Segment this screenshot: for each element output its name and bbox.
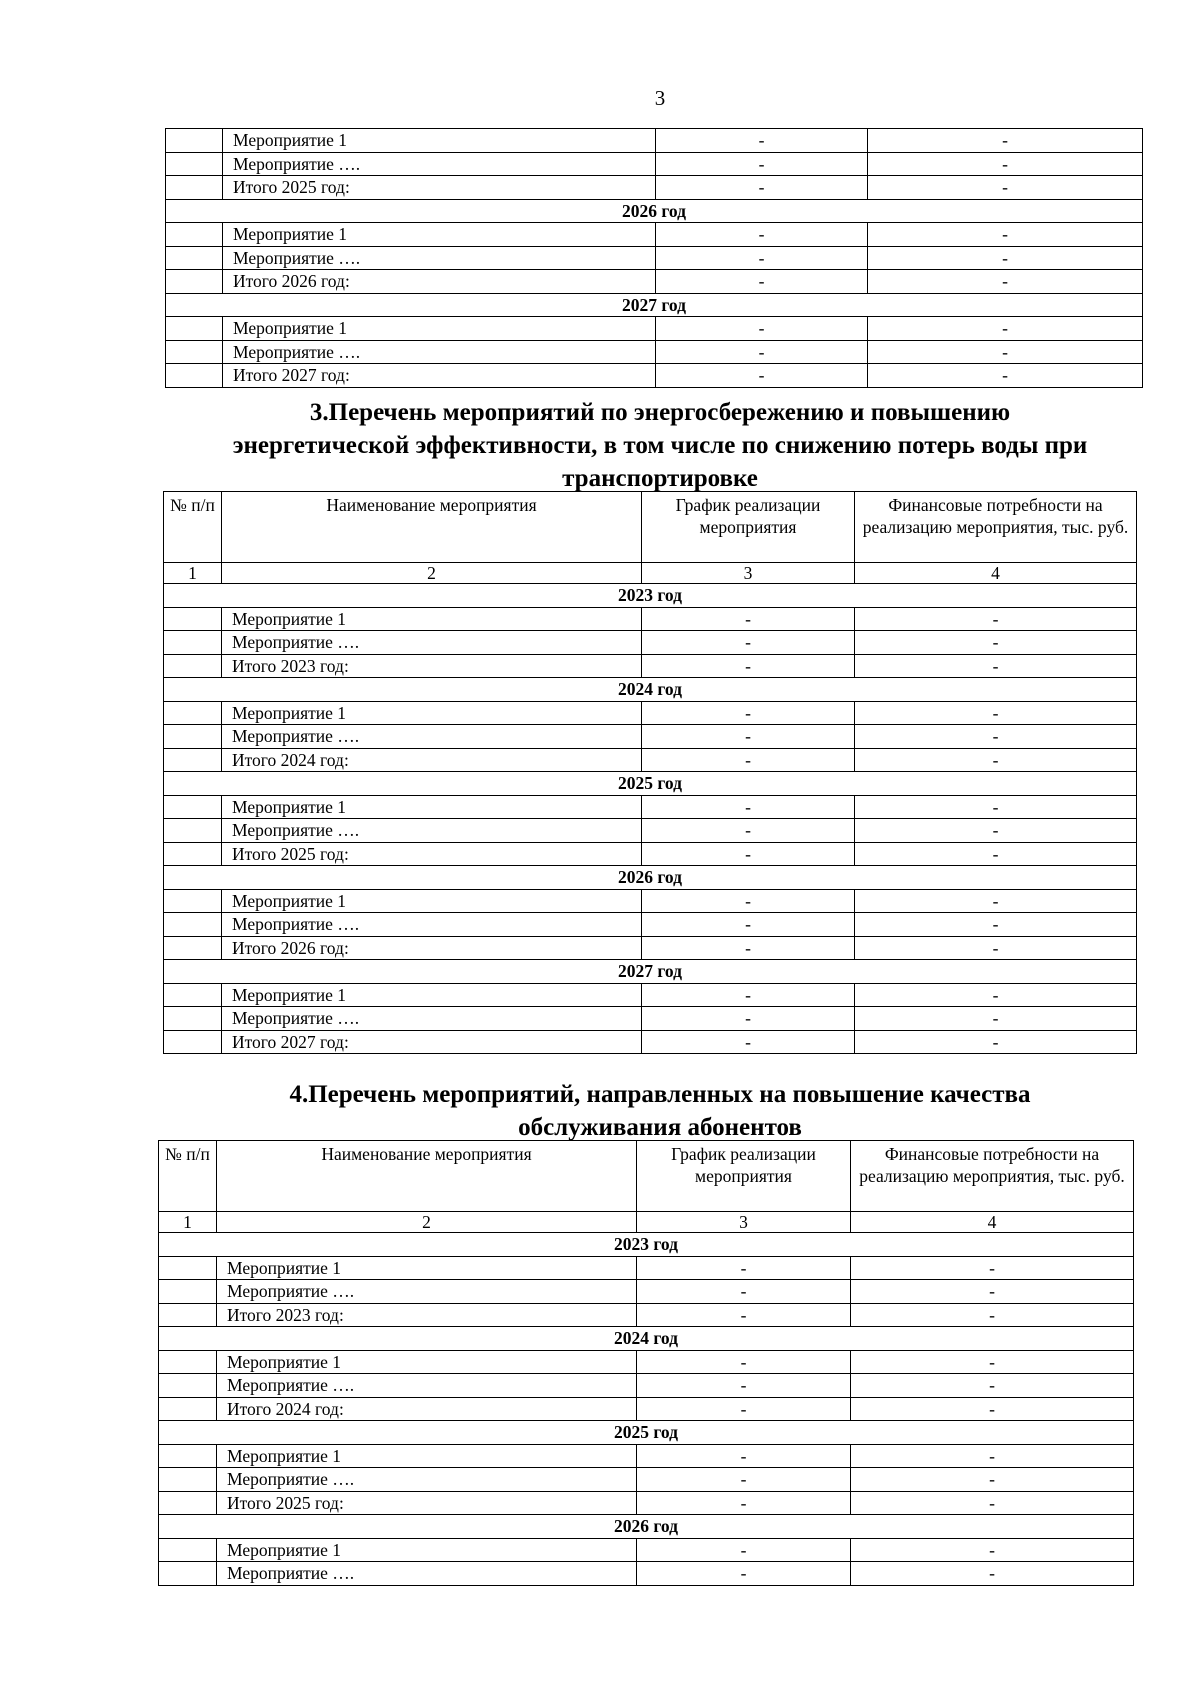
table-row	[166, 270, 1143, 294]
activity-name-cell: Мероприятие 1	[222, 795, 642, 819]
top-table	[165, 128, 1143, 388]
header-name: Наименование мероприятия	[222, 492, 642, 563]
table-row	[164, 819, 1137, 843]
schedule-cell: -	[656, 246, 868, 270]
row-number-cell	[159, 1562, 217, 1586]
schedule-cell: -	[642, 1030, 855, 1054]
year-heading: 2024 год	[159, 1327, 1134, 1351]
schedule-cell: -	[637, 1444, 851, 1468]
row-number-cell	[159, 1444, 217, 1468]
header-finance: Финансовые потребности на реализацию мероприятия, тыс. руб.	[851, 1141, 1134, 1212]
row-number-cell	[164, 631, 222, 655]
schedule-cell: -	[642, 748, 855, 772]
activity-name-cell: Мероприятие 1	[222, 889, 642, 913]
column-number: 1	[164, 563, 222, 584]
table-row	[159, 1256, 1134, 1280]
schedule-cell: -	[637, 1538, 851, 1562]
activity-name-cell: Мероприятие 1	[222, 983, 642, 1007]
schedule-cell: -	[642, 819, 855, 843]
table-row	[159, 1350, 1134, 1374]
activity-name-cell: Мероприятие ….	[217, 1562, 637, 1586]
finance-cell: -	[868, 364, 1143, 388]
activity-name-cell: Итого 2025 год:	[223, 176, 656, 200]
year-row	[166, 199, 1143, 223]
year-heading: 2027 год	[164, 960, 1137, 984]
row-number-cell	[166, 223, 223, 247]
table-row	[159, 1491, 1134, 1515]
finance-cell: -	[868, 270, 1143, 294]
table-row	[166, 223, 1143, 247]
table-row	[164, 1030, 1137, 1054]
table-row	[159, 1397, 1134, 1421]
activity-name-cell: Мероприятие ….	[222, 819, 642, 843]
finance-cell: -	[855, 748, 1137, 772]
table-row	[164, 889, 1137, 913]
row-number-cell	[164, 1007, 222, 1031]
section3-title-line: энергетической эффективности, в том числе по снижению потерь воды при	[232, 432, 1088, 459]
header-num: № п/п	[164, 492, 222, 563]
activity-name-cell: Итого 2026 год:	[223, 270, 656, 294]
schedule-cell: -	[656, 340, 868, 364]
schedule-cell: -	[637, 1280, 851, 1304]
row-number-cell	[159, 1491, 217, 1515]
activity-name-cell: Мероприятие ….	[223, 340, 656, 364]
column-number: 2	[217, 1212, 637, 1233]
schedule-cell: -	[642, 654, 855, 678]
schedule-cell: -	[637, 1491, 851, 1515]
year-heading: 2023 год	[159, 1233, 1134, 1257]
section4-table	[158, 1140, 1134, 1586]
finance-cell: -	[855, 1007, 1137, 1031]
row-number-cell	[164, 983, 222, 1007]
activity-name-cell: Мероприятие ….	[222, 725, 642, 749]
finance-cell: -	[868, 317, 1143, 341]
row-number-cell	[164, 819, 222, 843]
year-heading: 2027 год	[166, 293, 1143, 317]
column-number: 4	[851, 1212, 1134, 1233]
finance-cell: -	[855, 1030, 1137, 1054]
schedule-cell: -	[642, 842, 855, 866]
row-number-cell	[164, 1030, 222, 1054]
year-row	[164, 678, 1137, 702]
year-row	[159, 1233, 1134, 1257]
activity-name-cell: Мероприятие 1	[217, 1350, 637, 1374]
activity-name-cell: Итого 2023 год:	[222, 654, 642, 678]
schedule-cell: -	[642, 983, 855, 1007]
table-row	[164, 607, 1137, 631]
activity-name-cell: Мероприятие ….	[217, 1280, 637, 1304]
table-row	[159, 1374, 1134, 1398]
table-row	[164, 725, 1137, 749]
year-heading: 2025 год	[159, 1421, 1134, 1445]
table-row	[164, 748, 1137, 772]
row-number-cell	[166, 246, 223, 270]
finance-cell: -	[855, 607, 1137, 631]
row-number-cell	[159, 1280, 217, 1304]
row-number-cell	[164, 936, 222, 960]
schedule-cell: -	[656, 317, 868, 341]
finance-cell: -	[855, 701, 1137, 725]
finance-cell: -	[855, 913, 1137, 937]
activity-name-cell: Мероприятие ….	[222, 1007, 642, 1031]
row-number-cell	[159, 1256, 217, 1280]
finance-cell: -	[855, 654, 1137, 678]
table-row	[166, 246, 1143, 270]
finance-cell: -	[851, 1280, 1134, 1304]
activity-name-cell: Мероприятие ….	[217, 1374, 637, 1398]
section3-table-body	[164, 584, 1137, 1054]
activity-name-cell: Мероприятие ….	[217, 1468, 637, 1492]
header-finance: Финансовые потребности на реализацию мероприятия, тыс. руб.	[855, 492, 1137, 563]
row-number-cell	[164, 701, 222, 725]
finance-cell: -	[851, 1538, 1134, 1562]
activity-name-cell: Итого 2027 год:	[222, 1030, 642, 1054]
schedule-cell: -	[642, 701, 855, 725]
finance-cell: -	[855, 795, 1137, 819]
schedule-cell: -	[656, 223, 868, 247]
header-row	[164, 492, 1137, 563]
finance-cell: -	[868, 223, 1143, 247]
year-heading: 2023 год	[164, 584, 1137, 608]
schedule-cell: -	[642, 725, 855, 749]
activity-name-cell: Итого 2025 год:	[222, 842, 642, 866]
row-number-cell	[164, 748, 222, 772]
header-schedule: График реализации мероприятия	[642, 492, 855, 563]
header-row	[159, 1141, 1134, 1212]
schedule-cell: -	[642, 1007, 855, 1031]
table-row	[166, 364, 1143, 388]
row-number-cell	[164, 842, 222, 866]
row-number-cell	[159, 1350, 217, 1374]
schedule-cell: -	[642, 607, 855, 631]
activity-name-cell: Итого 2023 год:	[217, 1303, 637, 1327]
section3-table	[163, 491, 1137, 1054]
section4-title-line: обслуживания абонентов	[518, 1114, 802, 1141]
table-row	[164, 795, 1137, 819]
table-row	[166, 340, 1143, 364]
table-row	[159, 1538, 1134, 1562]
row-number-cell	[159, 1538, 217, 1562]
row-number-cell	[166, 176, 223, 200]
finance-cell: -	[851, 1562, 1134, 1586]
finance-cell: -	[851, 1350, 1134, 1374]
schedule-cell: -	[656, 129, 868, 153]
row-number-cell	[164, 725, 222, 749]
schedule-cell: -	[637, 1374, 851, 1398]
schedule-cell: -	[642, 631, 855, 655]
finance-cell: -	[868, 246, 1143, 270]
table-row	[164, 842, 1137, 866]
column-number: 1	[159, 1212, 217, 1233]
column-number: 2	[222, 563, 642, 584]
page-number: 3	[654, 86, 666, 110]
section3-title	[160, 396, 1160, 495]
finance-cell: -	[868, 152, 1143, 176]
schedule-cell: -	[637, 1256, 851, 1280]
schedule-cell: -	[656, 364, 868, 388]
finance-cell: -	[855, 983, 1137, 1007]
schedule-cell: -	[642, 936, 855, 960]
table-row	[166, 152, 1143, 176]
section4-title-line: 4.Перечень мероприятий, направленных на повышение качества	[289, 1081, 1031, 1108]
year-row	[164, 772, 1137, 796]
year-row	[164, 866, 1137, 890]
section3-title-line: 3.Перечень мероприятий по энергосбережению и повышению	[309, 399, 1011, 426]
row-number-cell	[159, 1303, 217, 1327]
finance-cell: -	[851, 1444, 1134, 1468]
finance-cell: -	[851, 1468, 1134, 1492]
table-row	[159, 1562, 1134, 1586]
table-row	[164, 913, 1137, 937]
activity-name-cell: Итого 2024 год:	[222, 748, 642, 772]
table-row	[164, 654, 1137, 678]
schedule-cell: -	[642, 889, 855, 913]
activity-name-cell: Мероприятие ….	[222, 913, 642, 937]
section4-table-body	[159, 1233, 1134, 1586]
year-row	[159, 1515, 1134, 1539]
schedule-cell: -	[656, 176, 868, 200]
finance-cell: -	[851, 1397, 1134, 1421]
row-number-cell	[166, 129, 223, 153]
activity-name-cell: Мероприятие 1	[223, 129, 656, 153]
row-number-cell	[159, 1468, 217, 1492]
schedule-cell: -	[637, 1397, 851, 1421]
row-number-cell	[166, 152, 223, 176]
year-heading: 2025 год	[164, 772, 1137, 796]
year-heading: 2024 год	[164, 678, 1137, 702]
row-number-cell	[159, 1397, 217, 1421]
schedule-cell: -	[637, 1562, 851, 1586]
finance-cell: -	[868, 176, 1143, 200]
schedule-cell: -	[642, 913, 855, 937]
year-row	[159, 1327, 1134, 1351]
table-row	[166, 129, 1143, 153]
finance-cell: -	[851, 1374, 1134, 1398]
finance-cell: -	[855, 936, 1137, 960]
year-row	[159, 1421, 1134, 1445]
table-row	[159, 1444, 1134, 1468]
activity-name-cell: Мероприятие ….	[223, 152, 656, 176]
year-row	[166, 293, 1143, 317]
table-row	[166, 176, 1143, 200]
finance-cell: -	[851, 1491, 1134, 1515]
table-row	[164, 631, 1137, 655]
header-name: Наименование мероприятия	[217, 1141, 637, 1212]
finance-cell: -	[855, 889, 1137, 913]
year-row	[164, 584, 1137, 608]
activity-name-cell: Итого 2027 год:	[223, 364, 656, 388]
finance-cell: -	[851, 1256, 1134, 1280]
activity-name-cell: Мероприятие 1	[222, 607, 642, 631]
schedule-cell: -	[656, 152, 868, 176]
activity-name-cell: Мероприятие 1	[217, 1256, 637, 1280]
schedule-cell: -	[656, 270, 868, 294]
header-num: № п/п	[159, 1141, 217, 1212]
table-row	[164, 701, 1137, 725]
schedule-cell: -	[637, 1468, 851, 1492]
activity-name-cell: Мероприятие 1	[217, 1538, 637, 1562]
row-number-cell	[164, 654, 222, 678]
finance-cell: -	[868, 129, 1143, 153]
finance-cell: -	[851, 1303, 1134, 1327]
activity-name-cell: Мероприятие 1	[217, 1444, 637, 1468]
schedule-cell: -	[642, 795, 855, 819]
row-number-cell	[164, 795, 222, 819]
activity-name-cell: Итого 2024 год:	[217, 1397, 637, 1421]
table-row	[166, 317, 1143, 341]
column-number: 3	[642, 563, 855, 584]
table-row	[164, 936, 1137, 960]
column-number: 3	[637, 1212, 851, 1233]
finance-cell: -	[855, 631, 1137, 655]
activity-name-cell: Мероприятие 1	[222, 701, 642, 725]
table-row	[164, 983, 1137, 1007]
finance-cell: -	[855, 725, 1137, 749]
table-row	[159, 1280, 1134, 1304]
activity-name-cell: Мероприятие ….	[223, 246, 656, 270]
year-heading: 2026 год	[159, 1515, 1134, 1539]
year-row	[164, 960, 1137, 984]
row-number-cell	[164, 913, 222, 937]
row-number-cell	[166, 317, 223, 341]
activity-name-cell: Мероприятие 1	[223, 223, 656, 247]
row-number-cell	[159, 1374, 217, 1398]
schedule-cell: -	[637, 1350, 851, 1374]
row-number-cell	[166, 340, 223, 364]
section4-title	[160, 1078, 1160, 1144]
year-heading: 2026 год	[166, 199, 1143, 223]
activity-name-cell: Итого 2026 год:	[222, 936, 642, 960]
header-schedule: График реализации мероприятия	[637, 1141, 851, 1212]
row-number-cell	[164, 607, 222, 631]
finance-cell: -	[868, 340, 1143, 364]
finance-cell: -	[855, 819, 1137, 843]
year-heading: 2026 год	[164, 866, 1137, 890]
column-number: 4	[855, 563, 1137, 584]
activity-name-cell: Итого 2025 год:	[217, 1491, 637, 1515]
column-number-row	[159, 1212, 1134, 1233]
table-row	[159, 1303, 1134, 1327]
top-table-body	[166, 129, 1143, 388]
activity-name-cell: Мероприятие 1	[223, 317, 656, 341]
section3-title-line: транспортировке	[562, 465, 758, 492]
activity-name-cell: Мероприятие ….	[222, 631, 642, 655]
row-number-cell	[166, 270, 223, 294]
row-number-cell	[164, 889, 222, 913]
finance-cell: -	[855, 842, 1137, 866]
row-number-cell	[166, 364, 223, 388]
table-row	[164, 1007, 1137, 1031]
table-row	[159, 1468, 1134, 1492]
column-number-row	[164, 563, 1137, 584]
schedule-cell: -	[637, 1303, 851, 1327]
